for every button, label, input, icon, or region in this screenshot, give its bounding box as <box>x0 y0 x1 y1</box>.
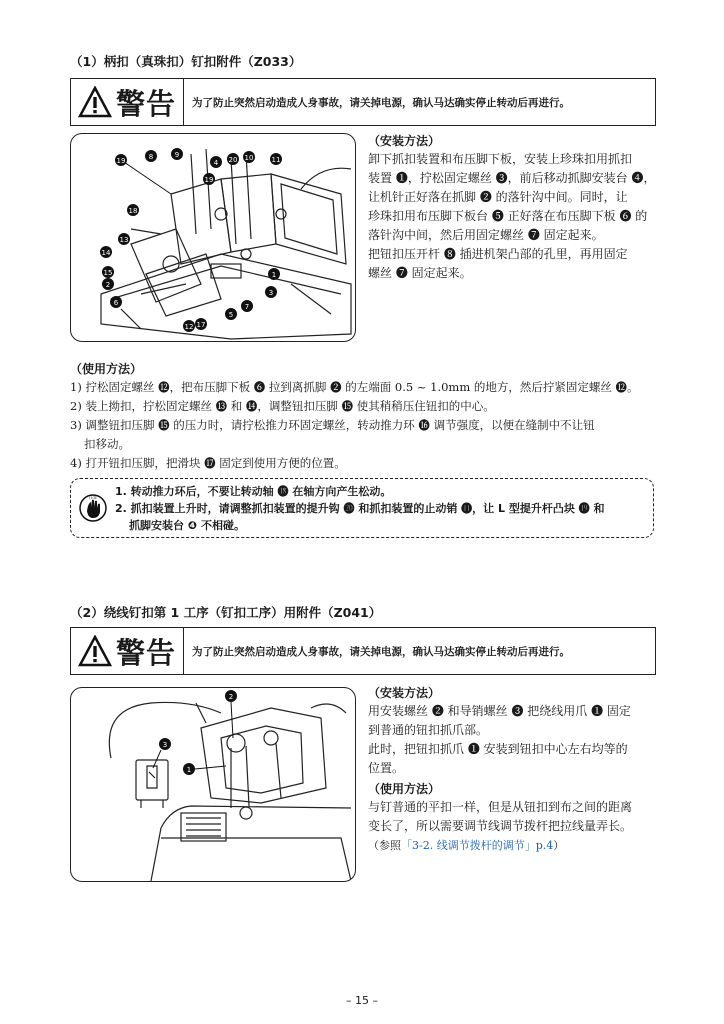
section1-usage-text <box>70 378 660 473</box>
install1-line: 卸下抓扣装置和布压脚下板，安装上珍珠扣用抓扣 <box>368 152 633 166</box>
section2-figure <box>70 687 356 882</box>
section1-title: （1）柄扣（真珠扣）钉扣附件（Z033） <box>70 54 302 69</box>
usage2-line: 与钉普通的平扣一样，但是从钮扣到布之间的距离 <box>368 800 633 814</box>
button-clamp-illustration <box>71 134 355 341</box>
fig1-label-13: 13 <box>119 236 129 244</box>
fig1-label-2: 2 <box>105 281 111 289</box>
section2-install-text <box>368 702 658 778</box>
fig1-label-9: 9 <box>174 151 180 159</box>
caution-line: 抓脚安装台 ❹ 不相碰。 <box>129 519 245 532</box>
install1-line: 螺丝 ❼ 固定起来。 <box>368 266 472 280</box>
caution-box <box>70 478 654 538</box>
reference-link[interactable]: 「3-2. 线调节拨杆的调节」p.4 <box>401 839 554 852</box>
warning-text: 为了防止突然启动造成人身事故，请关掉电源，确认马达确实停止转动后再进行。 <box>192 645 570 658</box>
fig1-label-12: 12 <box>184 323 194 331</box>
install2-line: 用安装螺丝 ❷ 和导销螺丝 ❸ 把绕线用爪 ❶ 固定 <box>368 704 631 718</box>
fig1-label-11: 11 <box>271 156 281 164</box>
fig1-label-19b: 19 <box>204 176 214 184</box>
section2-warning-box <box>70 627 656 675</box>
install2-line: 此时，把钮扣抓爪 ❶ 安装到钮扣中心左右均等的 <box>368 742 628 756</box>
warning-triangle-icon <box>78 635 112 667</box>
reference-suffix: ） <box>553 839 565 852</box>
caution-line: 1. 转动推力环后，不要让转动轴 ⓲ 在轴方向产生松动。 <box>115 485 392 498</box>
install1-line: 把钮扣压开杆 ❽ 插进机架凸部的孔里，再用固定 <box>368 247 628 261</box>
usage1-line: 2) 装上拗扣，拧松固定螺丝 ⓭ 和 ⓮，调整钮扣压脚 ⓯ 使其稍稍压住钮扣的中心。 <box>70 399 495 413</box>
fig2-label-3: 3 <box>162 741 168 749</box>
fig1-label-6: 6 <box>113 299 119 307</box>
section2-usage-text <box>368 798 658 855</box>
reference-line <box>368 836 658 855</box>
usage1-line: 3) 调整钮扣压脚 ⓯ 的压力时，请拧松推力环固定螺丝，转动推力环 ⓰ 调节强度，以便在缝制中不让钮 <box>70 418 595 432</box>
fig1-label-3: 3 <box>268 289 274 297</box>
section1-install-heading: （安装方法） <box>368 134 441 148</box>
section2-usage-heading: （使用方法） <box>368 782 441 796</box>
warning-text: 为了防止突然启动造成人身事故，请关掉电源，确认马达确实停止转动后再进行。 <box>192 96 570 109</box>
fig1-label-7: 7 <box>244 303 250 311</box>
install2-line: 位置。 <box>368 761 405 775</box>
warning-label: 警告 <box>115 86 176 121</box>
caution-hand-icon <box>79 493 107 523</box>
install2-line: 到普通的钮扣抓爪部。 <box>368 723 489 737</box>
fig1-label-17: 17 <box>196 321 206 329</box>
warning-header <box>71 628 184 674</box>
fig1-label-18: 18 <box>128 207 138 215</box>
caution-line: 2. 抓扣装置上升时，请调整抓扣装置的提升钩 ⓴ 和抓扣装置的止动销 ⓫，让 L 型提升杆凸块 ⓳ 和 <box>115 502 605 515</box>
fig2-label-1: 1 <box>186 766 192 774</box>
fig1-label-10: 10 <box>244 154 254 162</box>
fig1-label-1: 1 <box>271 271 277 279</box>
install1-line: 让机针正好落在抓脚 ❷ 的落针沟中间。同时，让 <box>368 190 628 204</box>
page-number: – 15 – <box>346 994 378 1007</box>
install1-line: 珍珠扣用布压脚下板台 ❺ 正好落在布压脚下板 ❻ 的 <box>368 209 648 223</box>
warning-triangle-icon <box>78 86 112 118</box>
fig1-label-20: 20 <box>228 156 238 164</box>
usage1-line: 扣移动。 <box>84 437 130 451</box>
fig2-label-2: 2 <box>228 693 234 701</box>
warning-label: 警告 <box>115 635 176 670</box>
section1-figure <box>70 133 356 342</box>
fig1-label-4: 4 <box>213 159 219 167</box>
usage2-line: 变长了，所以需要调节线调节拨杆把拉线量弄长。 <box>368 819 633 833</box>
section1-warning-box <box>70 78 656 126</box>
caution-text <box>115 483 604 534</box>
section1-usage-heading: （使用方法） <box>70 362 143 376</box>
caution-icon-label: 注意 <box>89 494 97 500</box>
usage1-line: 1) 拧松固定螺丝 ⓬，把布压脚下板 ❻ 拉到离抓脚 ❷ 的左端面 0.5 ~ 1.0mm 的地方，然后拧紧固定螺丝 ⓬。 <box>70 380 639 394</box>
warning-header <box>71 79 184 125</box>
fig1-label-15: 15 <box>103 269 113 277</box>
section1-install-text <box>368 150 658 283</box>
fig1-label-14: 14 <box>101 249 111 257</box>
fig1-label-19: 19 <box>116 157 126 165</box>
fig1-label-8: 8 <box>148 153 154 161</box>
section2-install-heading: （安装方法） <box>368 686 441 700</box>
winding-claw-illustration <box>71 688 355 881</box>
usage1-line: 4) 打开钮扣压脚，把滑块 ⓱ 固定到使用方便的位置。 <box>70 456 346 470</box>
reference-prefix: （参照 <box>368 839 401 852</box>
fig1-label-5: 5 <box>228 311 234 319</box>
install1-line: 装置 ❶，拧松固定螺丝 ❸，前后移动抓脚安装台 ❹， <box>368 171 656 185</box>
section2-title: （2）绕线钉扣第 1 工序（钉扣工序）用附件（Z041） <box>70 605 382 620</box>
install1-line: 落针沟中间，然后用固定螺丝 ❼ 固定起来。 <box>368 228 604 242</box>
